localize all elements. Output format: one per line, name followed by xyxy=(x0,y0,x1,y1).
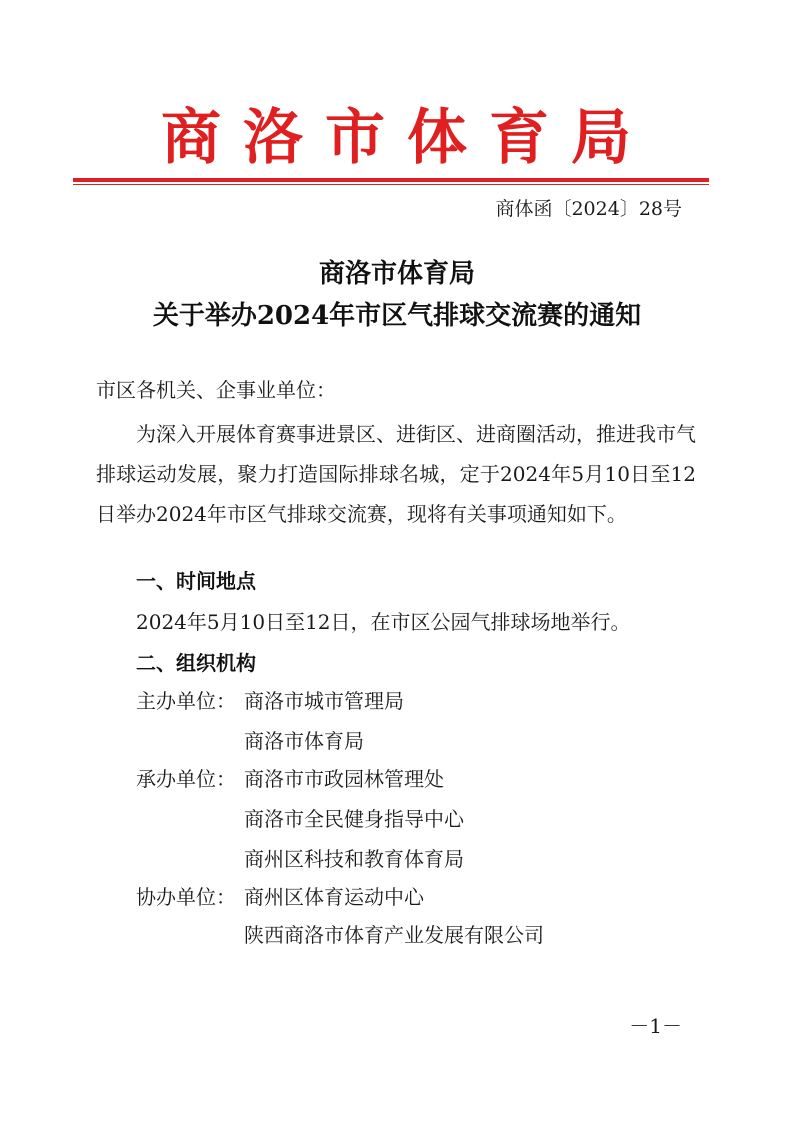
org-label-co-organizer: 协办单位： xyxy=(136,885,236,909)
intro-paragraph: 为深入开展体育赛事进景区、进街区、进商圈活动，推进我市气排球运动发展，聚力打造国际排球名城，定于2024年5月10日至12日举办2024年市区气排球交流赛，现将有关事项通知如下。 xyxy=(96,422,696,526)
document-number: 商体函〔2024〕28号 xyxy=(495,198,682,220)
org-label-host: 主办单位： xyxy=(136,689,236,713)
letterhead-red-rule-thin xyxy=(73,184,709,185)
document-title-line2: 关于举办2024年市区气排球交流赛的通知 xyxy=(152,301,642,331)
org-label-organizer: 承办单位： xyxy=(136,767,236,791)
org-value: 商洛市体育局 xyxy=(244,729,364,753)
org-value: 商州区体育运动中心 xyxy=(244,885,424,909)
page-number: －1－ xyxy=(629,1014,682,1038)
section-heading-organization: 二、组织机构 xyxy=(136,651,256,675)
issuer-letterhead: 商洛市体育局 xyxy=(161,103,653,173)
org-value: 陕西商洛市体育产业发展有限公司 xyxy=(244,923,544,947)
org-value: 商洛市城市管理局 xyxy=(244,689,404,713)
letterhead-red-rule xyxy=(73,178,709,182)
document-title-line1: 商洛市体育局 xyxy=(318,259,475,289)
org-value: 商州区科技和教育体育局 xyxy=(244,847,464,871)
org-value: 商洛市全民健身指导中心 xyxy=(244,807,464,831)
org-value: 商洛市市政园林管理处 xyxy=(244,767,444,791)
section-heading-time-place: 一、时间地点 xyxy=(136,569,256,593)
time-place-text: 2024年5月10日至12日，在市区公园气排球场地举行。 xyxy=(136,610,631,634)
salutation: 市区各机关、企事业单位： xyxy=(96,378,336,402)
